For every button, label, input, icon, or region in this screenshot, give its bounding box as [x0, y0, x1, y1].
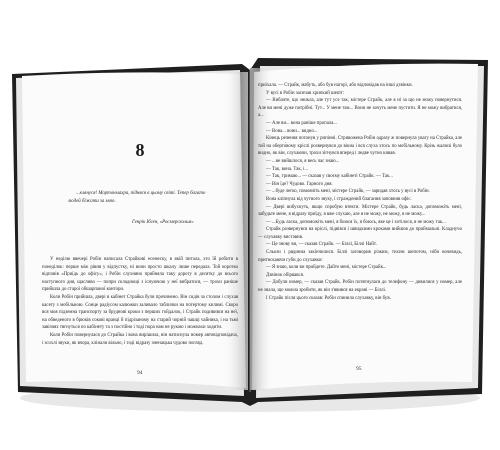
- paragraph: — Двері вибухнуть, якщо спробую втекти. Містере Страйк, будь ласка, допоможіть мені, забудьте мене, я відразу приїду, я вже слухаю, але я не можу, не можу, я не можу...: [258, 204, 462, 218]
- paragraph: Страйк розвернувся на кріслі, підвівся і швидкими кроками вийшов до приймальні. Кладнучо — слухавку виставив.: [258, 227, 462, 240]
- paragraph: Сльози і рядинна закінчилися. Біллі заговорив різким, тихим шепотом, ніби вочевидь, притискаючи губи до слухавки:: [258, 250, 462, 263]
- left-page-body: [42, 256, 238, 347]
- left-page-content: [42, 84, 238, 376]
- page-number-left: 94: [137, 370, 143, 376]
- page-number-right: 95: [356, 366, 362, 372]
- paragraph: Коли Робін прийшла, двері в кабінет Страйка були прочинено. Він сидів за столом і слухав касету з мобільною. Сонце радіусом калюжки заливало таблички на потертому килимі. Скоро вся моя підземна транспорту за бруднові кроки з перших гойдалок, і Страйк подивився на неї, на обведеного в брюків сокові вранці й підрізаному на старий чорній чашці чайника, і на тьмі завізнях тягнуться по кабінету та з постійно і тоді пора нам не рукою і можнахи ходити.: [42, 294, 238, 331]
- paragraph: — Але ви... вона раніше пропала...: [266, 120, 338, 126]
- paragraph: Дзвінок обірвався.: [266, 272, 305, 278]
- paragraph: Вона кліпнула від чутного звуку, і страждений благання заповнив офіс.: [266, 196, 412, 202]
- paragraph: — ...не вийшлося, я весь час знаю...: [266, 158, 340, 164]
- paragraph: У вусі в Робін засичав хрипкий шепіт:: [266, 90, 345, 96]
- right-page-content: [258, 78, 462, 372]
- paragraph: — Так, вона. Так, і...: [266, 166, 308, 172]
- paragraph: — Вибачте, що зникла, але тут усе так, містере Страйк, але я ні за що не можу повернутися. Але ви мені дуже потрібні. Тут... У мене там... Вони не хочуть мене пустити. Я не можу вибратися, а...: [258, 98, 462, 119]
- paragraph: — ...буде легко, помовчіть мені, містере Страйк, — заридав хтось у вусі в Робін.: [266, 189, 430, 195]
- paragraph: — Я знаю, коли ви прийдете. Дайте мені, містере Страйк...: [266, 265, 387, 271]
- paragraph: — Це знову ви, — сказав Страйк. — Біллі, Біллі Найт.: [266, 242, 377, 248]
- epigraph: ...клянуся! Мортонмахра, підняся в цьому світі. Тепер багато людей біжати за мою.: [68, 191, 206, 204]
- paragraph: Коли Робін повернулася до Страйка і вона вирішила, він натиснула номер автовідповідача, і зсохлі звуки, як вчора, клінали вільно, і тоді відразу зненацька чудово погляд.: [42, 332, 238, 346]
- paragraph: — ...Будь ласка, допоможіть мені, я боюся їх, я боюсь, яке це і хотілося, я не можу так...: [266, 219, 446, 225]
- paragraph: Кінець речення потонув у рипінні. Стривожена Робін одразу ж повернула увагу на Страйка, але той на оберто́вому кріслі розвернувся до вікна і вся слуха хтось по мобільному. Крізь жалюзі було видно, як він, слухаючи, трохи зігнувся вперед і ледве чутно кивав.: [258, 136, 462, 157]
- epigraph-source: Генрік Ібсен, «Росмерсхольм»: [132, 220, 194, 225]
- paragraph: У неділю ввечері Робін написала Страйкові есемеску, в якій питала, хто їй робити в понеділок: перше між рівня у відпустку, ні вони просто шкалу лише передала. Той коротко відповів «Приїдь до офісу», і Робін слухняно прийняла таку дорогу в десятку до всього наступного дня, щасливо — попри складнощі з існуючою у неї вибратися, — трохи раніше прийшла до старої обшарпаної контори.: [42, 257, 238, 293]
- paragraph: — Добули номер, — сказав Страйк. Робін потягнулася до телефону — дивилися у номер, але не знала, що можна зробити, як він з'явився на екрані — Біллі.: [258, 280, 462, 294]
- paragraph: — Так, тримаю... — сказав у своєму кабінеті Страйк. — Так...: [266, 174, 393, 180]
- paragraph: приїхала. — Страйк, мабуть, або був нагорі, або відповідав на інші дзвінки.: [258, 83, 413, 88]
- paragraph: І Страйк після цього сказав: Робін спинила слухавку, він був.: [266, 295, 391, 301]
- paragraph: — Вона... вони... видно...: [266, 128, 318, 134]
- chapter-number: 8: [135, 140, 145, 160]
- right-page-body: [258, 82, 462, 302]
- paragraph: — Він їде? Чудово. Гарного дня.: [266, 181, 333, 187]
